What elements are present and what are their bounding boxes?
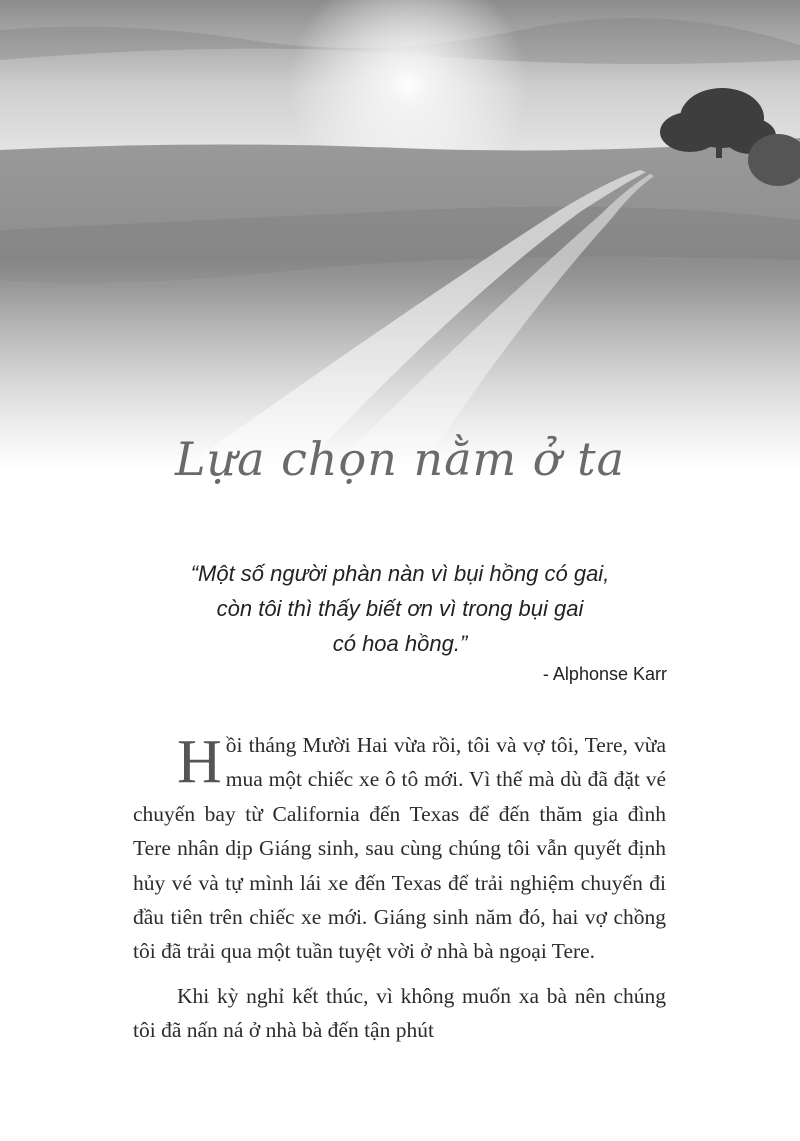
paragraph-text: ồi tháng Mười Hai vừa rồi, tôi và vợ tôi, Tere, vừa mua một chiếc xe ô tô mới. Vì thế mà dù đã đặt vé chuyến bay từ California đến Texas để đến thăm gia đình Tere nhân dịp Giáng sinh, sau cùng chúng tôi vẫn quyết định hủy vé và tự mình lái xe đến Texas để trải nghiệm chuyến đi đầu tiên trên chiếc xe mới. Giáng sinh năm đó, hai vợ chồng tôi đã trải qua một tuần tuyệt vời ở nhà bà ngoại Tere. [133,733,666,964]
hero-landscape-image [0,0,800,470]
drop-cap: H [177,728,222,796]
page-title: Lựa chọn nằm ở ta [174,432,626,486]
epigraph-line: có hoa hồng.” [332,631,468,656]
paragraph: Khi kỳ nghỉ kết thúc, vì không muốn xa bà nên chúng tôi đã nấn ná ở nhà bà đến tận phút [133,983,666,1043]
epigraph-quote [150,556,650,661]
epigraph-line: còn tôi thì thấy biết ơn vì trong bụi gai [216,596,584,621]
body-text [133,728,666,1058]
epigraph-author: - Alphonse Karr [542,664,667,684]
paragraph [133,728,666,969]
epigraph-line: “Một số người phàn nàn vì bụi hồng có gai, [190,561,610,586]
